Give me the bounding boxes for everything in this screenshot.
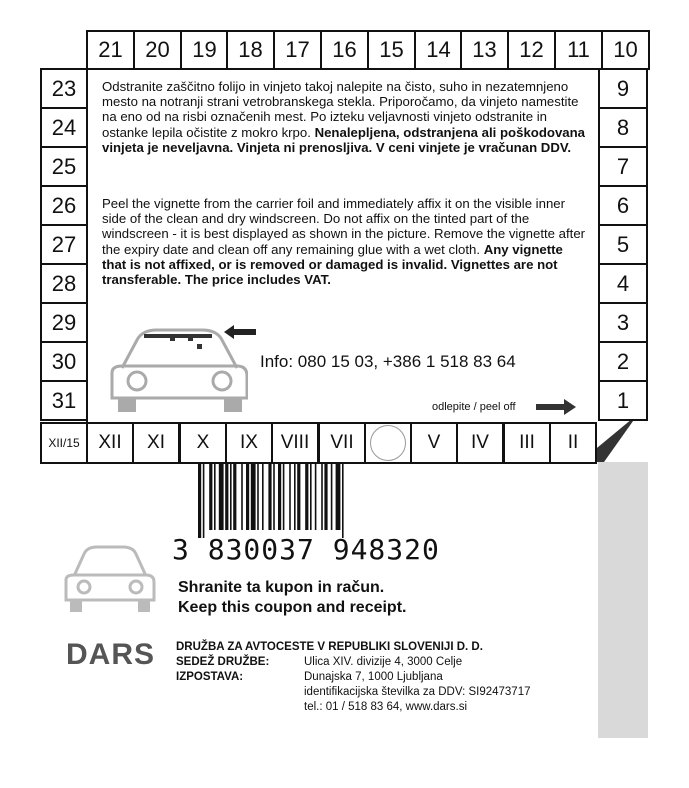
month-cell-IV: IV: [456, 422, 504, 464]
barcode-bar: [278, 464, 281, 530]
day-cell-1: 1: [598, 380, 648, 421]
barcode-bar: [257, 464, 259, 530]
expiry-month-value: XII/15: [48, 436, 80, 450]
day-cell-26: 26: [40, 185, 88, 226]
barcode-bar: [310, 464, 312, 530]
day-cell-10: 10: [601, 30, 650, 70]
dars-logo: DARS: [66, 638, 156, 671]
contact-line: tel.: 01 / 518 83 64, www.dars.si: [304, 701, 468, 713]
day-cell-4: 4: [598, 263, 648, 304]
barcode-bar: [225, 464, 228, 530]
day-cell-19: 19: [180, 30, 229, 70]
barcode-bar: [203, 464, 205, 538]
day-cell-14: 14: [414, 30, 463, 70]
day-cell-5: 5: [598, 224, 648, 265]
day-cell-17: 17: [273, 30, 322, 70]
slovenian-bold-text: Nenalepljena, odstranjena ali poškodovana vinjeta je neveljavna. Vinjeta ni prenosljiva. V ceni vinjete je vračunan DDV.: [102, 124, 585, 155]
day-cell-13: 13: [460, 30, 509, 70]
english-text: Peel the vignette from the carrier foil and immediately affix it on the visible inner side of the clean and dry windscreen. Do not affix on the tinted part of the windscreen - it is best displayed as shown in the picture. Remove the vignette after the expiry date and clean off any remaining glue with a wet cloth.: [102, 196, 586, 257]
english-instructions: [102, 196, 586, 287]
day-cell-27: 27: [40, 224, 88, 265]
barcode-bar: [198, 464, 201, 538]
slovenian-text: Odstranite zaščitno folijo in vinjeto takoj nalepite na čisto, suho in nezatemnjeno mesto na notranji strani vetrobranskega stekla. Priporočamo, da vinjeto namestite na eno od na risbi označenih mest. Po izteku veljavnosti vinjeto odstranite in ostanke lepila očistite z mokro krpo.: [102, 79, 579, 140]
day-cell-31: 31: [40, 380, 88, 421]
branch-row: [176, 670, 576, 685]
barcode-bar: [268, 464, 271, 530]
month-cell-punched: [364, 422, 412, 464]
month-cell-II: II: [549, 422, 597, 464]
peel-off-label: odlepite / peel off: [432, 401, 516, 413]
barcode-bar: [324, 464, 327, 530]
barcode-bar: [294, 464, 296, 530]
seat-row: [176, 655, 576, 670]
month-cell-VIII: VIII: [271, 422, 319, 464]
seat-value: Ulica XIV. divizije 4, 3000 Celje: [304, 656, 463, 668]
day-cell-2: 2: [598, 341, 648, 382]
vat-line: identifikacijska številka za DDV: SI92473717: [304, 686, 531, 698]
branch-value: Dunajska 7, 1000 Ljubljana: [304, 671, 443, 683]
car-outline-icon: [60, 540, 160, 620]
barcode-bar: [283, 464, 285, 530]
day-cell-8: 8: [598, 107, 648, 148]
day-cell-11: 11: [554, 30, 603, 70]
month-cell-XI: XI: [132, 422, 180, 464]
company-info: [176, 640, 576, 715]
day-cell-25: 25: [40, 146, 88, 187]
day-cell-20: 20: [133, 30, 182, 70]
keep-coupon-slovenian: Shranite ta kupon in račun.: [178, 579, 385, 596]
english-bold-text: Any vignette that is not affixed, or is removed or damaged is invalid. Vignettes are not transferable. The price includes VAT.: [102, 241, 563, 288]
seat-label: SEDEŽ DRUŽBE:: [176, 656, 270, 668]
punched-hole: [370, 425, 406, 461]
barcode-bar: [336, 464, 341, 530]
branch-label: IZPOSTAVA:: [176, 671, 244, 683]
barcode-bar: [233, 464, 236, 530]
month-cell-V: V: [410, 422, 458, 464]
day-cell-18: 18: [226, 30, 275, 70]
barcode-number: 3 830037 948320: [172, 533, 440, 566]
arrow-left-icon: [222, 324, 258, 340]
day-cell-30: 30: [40, 341, 88, 382]
barcode: [198, 464, 466, 538]
keep-coupon-text: [178, 578, 406, 618]
barcode-bar: [289, 464, 291, 530]
day-cell-29: 29: [40, 302, 88, 343]
day-cell-21: 21: [86, 30, 135, 70]
month-cell-IX: IX: [225, 422, 273, 464]
month-cell-X: X: [179, 422, 227, 464]
barcode-bar: [241, 464, 243, 530]
barcode-bar: [219, 464, 224, 530]
slovenian-instructions: [102, 79, 586, 155]
day-cell-15: 15: [367, 30, 416, 70]
company-name: DRUŽBA ZA AVTOCESTE V REPUBLIKI SLOVENIJI D. D.: [176, 641, 483, 653]
barcode-bar: [342, 464, 344, 538]
month-cell-XII: XII: [86, 422, 134, 464]
barcode-bar: [305, 464, 308, 530]
barcode-bar: [214, 464, 216, 530]
grey-side-strip: [598, 462, 648, 738]
day-cell-3: 3: [598, 302, 648, 343]
day-cell-6: 6: [598, 185, 648, 226]
day-cell-28: 28: [40, 263, 88, 304]
arrow-right-icon: [534, 398, 578, 416]
barcode-bar: [230, 464, 232, 530]
info-phone: Info: 080 15 03, +386 1 518 83 64: [260, 352, 516, 371]
day-cell-7: 7: [598, 146, 648, 187]
keep-coupon-english: Keep this coupon and receipt.: [178, 599, 407, 616]
barcode-bar: [273, 464, 275, 530]
month-cell-VII: VII: [318, 422, 366, 464]
barcode-bar: [321, 464, 323, 530]
month-cell-III: III: [503, 422, 551, 464]
barcode-bar: [262, 464, 264, 530]
expiry-label: [40, 422, 88, 464]
day-cell-24: 24: [40, 107, 88, 148]
barcode-bar: [246, 464, 249, 530]
day-cell-16: 16: [320, 30, 369, 70]
barcode-bar: [251, 464, 256, 530]
barcode-bar: [331, 464, 333, 530]
day-cell-9: 9: [598, 68, 648, 109]
barcode-bar: [209, 464, 212, 530]
day-cell-23: 23: [40, 68, 88, 109]
day-cell-12: 12: [507, 30, 556, 70]
barcode-bar: [297, 464, 300, 530]
barcode-bar: [315, 464, 317, 530]
